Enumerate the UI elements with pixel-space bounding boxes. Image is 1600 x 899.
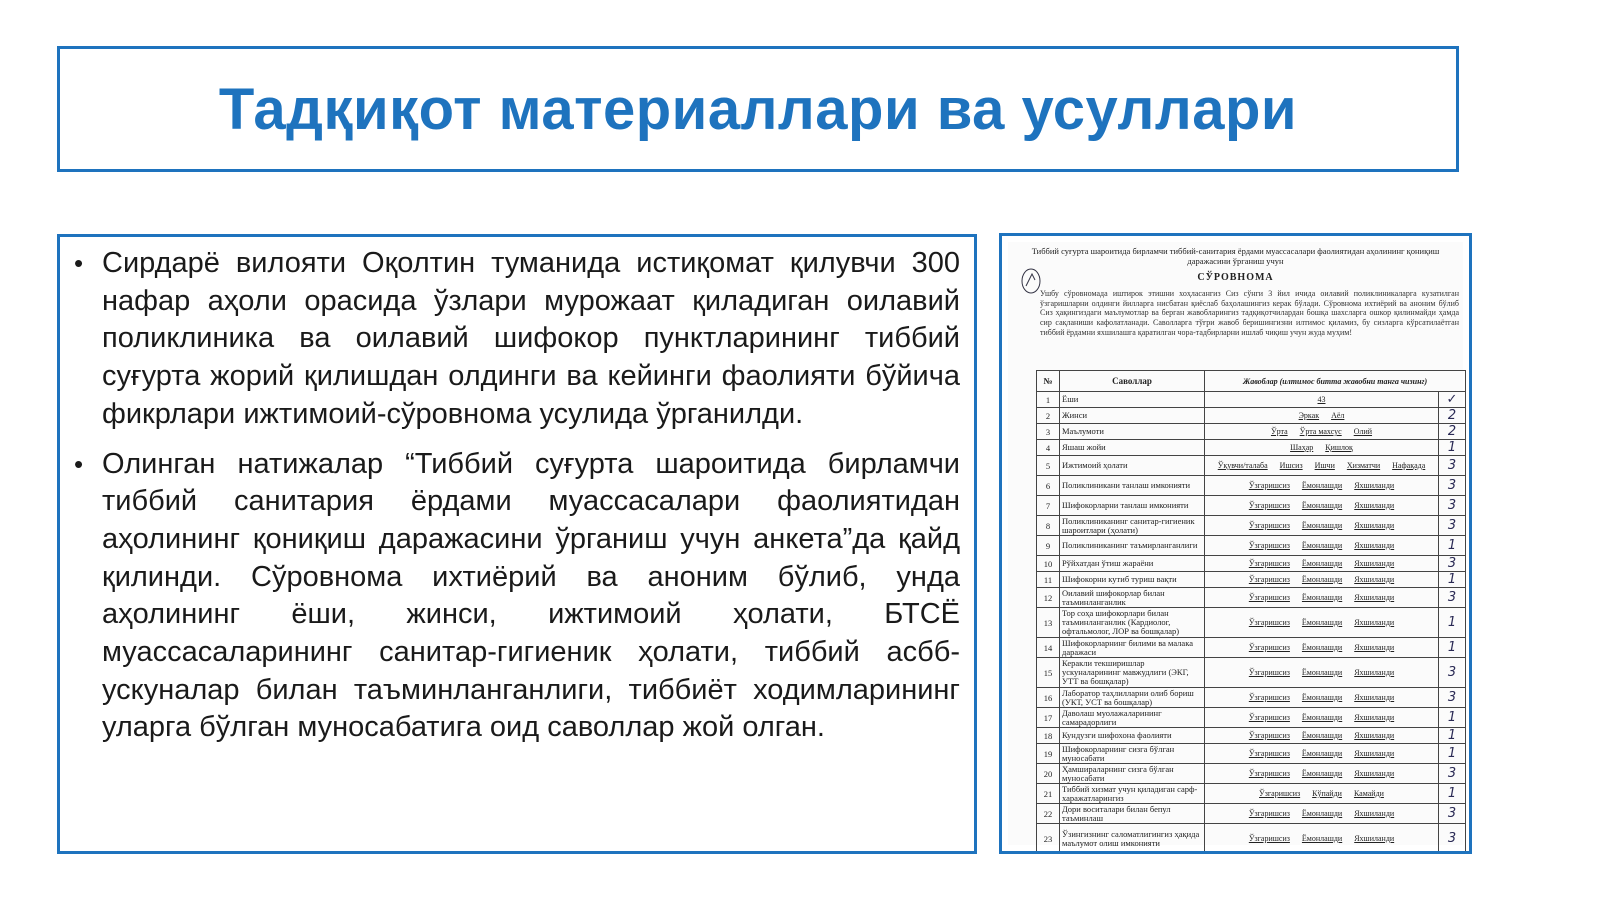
table-row bbox=[1037, 588, 1466, 608]
table-row bbox=[1037, 764, 1466, 784]
answer-option: Ишчи bbox=[1314, 461, 1335, 470]
row-question: Тор соҳа шифокорлари билан таъминланганлик (Кардиолог, офтальмолог, ЛОР ва бошқалар) bbox=[1060, 608, 1205, 638]
slide-title: Тадқиқот материаллари ва усуллари bbox=[218, 76, 1298, 142]
row-question: Тиббий хизмат учун қиладиган сарф-харажатларингиз bbox=[1060, 784, 1205, 804]
row-question: Даволаш муолажаларининг самарадорлиги bbox=[1060, 708, 1205, 728]
answer-option: Яхшиланди bbox=[1354, 668, 1395, 677]
row-answers bbox=[1205, 588, 1439, 608]
row-answers bbox=[1205, 476, 1439, 496]
answer-option: Эркак bbox=[1298, 411, 1320, 420]
handwritten-answer: 3 bbox=[1439, 556, 1466, 572]
answer-option: Ёмонлашди bbox=[1301, 481, 1343, 490]
row-number: 9 bbox=[1037, 536, 1060, 556]
row-number: 21 bbox=[1037, 784, 1060, 804]
answer-option: Ўзгаришсиз bbox=[1248, 521, 1290, 530]
answer-option: Нафақада bbox=[1392, 461, 1426, 470]
answer-option: Ёмонлашди bbox=[1301, 668, 1343, 677]
row-answers bbox=[1205, 392, 1439, 408]
handwritten-answer: 3 bbox=[1439, 456, 1466, 476]
handwritten-answer: 1 bbox=[1439, 784, 1466, 804]
table-row bbox=[1037, 456, 1466, 476]
answer-option: Ўзгаришсиз bbox=[1248, 643, 1290, 652]
row-question: Керакли текширишлар ускуналарининг мавжудлиги (ЭКГ, УТТ ва бошқалар) bbox=[1060, 658, 1205, 688]
row-answers bbox=[1205, 688, 1439, 708]
answer-option: Ёмонлашди bbox=[1301, 834, 1343, 843]
row-number: 2 bbox=[1037, 408, 1060, 424]
answer-option: Ёмонлашди bbox=[1301, 559, 1343, 568]
handwritten-answer: 1 bbox=[1439, 744, 1466, 764]
row-number: 10 bbox=[1037, 556, 1060, 572]
answer-option: 43 bbox=[1317, 395, 1326, 404]
row-number: 13 bbox=[1037, 608, 1060, 638]
document-intro: Ушбу сўровномада иштирок этишни хоҳласангиз Сиз сўнги 3 йил ичида оилавий поликлиникаларга кузатилган ўзгаришларни олдинги йилларга нисбатан қиёслаб баҳолашингиз керак бўлади. Сўровнома ихтиёрий ва аноним бўлиб Сиз ҳақингиздаги маълумотлар ва берган жавобларингиз тадқиқотчилардан бошқа шахсларга ошкор қилинмайди ҳамда сир сақланиши кафолатланади. Саволларга тўғри жавоб беришингизни илтимос қиламиз, бу сизларга кўрсатилаётган тиббий ёрдамни яхшилашга қаратилган чора-тадбирларни ишлаб чиқиш учун жуда муҳим! bbox=[1040, 289, 1459, 337]
table-row bbox=[1037, 708, 1466, 728]
answer-option: Ўзгаришсиз bbox=[1259, 789, 1301, 798]
table-row bbox=[1037, 658, 1466, 688]
answer-option: Ёмонлашди bbox=[1301, 575, 1343, 584]
table-row bbox=[1037, 476, 1466, 496]
row-number: 19 bbox=[1037, 744, 1060, 764]
row-question: Рўйхатдан ўтиш жараёни bbox=[1060, 556, 1205, 572]
handwritten-answer: ✓ bbox=[1439, 392, 1466, 408]
row-number: 6 bbox=[1037, 476, 1060, 496]
row-question: Маълумоти bbox=[1060, 424, 1205, 440]
row-number: 8 bbox=[1037, 516, 1060, 536]
table-row bbox=[1037, 572, 1466, 588]
row-answers bbox=[1205, 784, 1439, 804]
bullet-item-2: • Олинган натижалар “Тиббий суғурта шароитида бирламчи тиббий санитария ёрдами муассасалари фаолиятидан аҳолининг қониқиш даражасини ўрганиш учун анкета”да қайд қилинди. Сўровнома ихтиёрий ва аноним бўлиб, унда аҳолининг ёши, жинси, ижтимоий ҳолати, БТСЁ муассасаларининг санитар-гигиеник ҳолати, тиббий асбб-ускуналар билан таъминланганлиги, тиббиёт ходимларининг уларга бўлган муносабатига оид саволлар жой олган. bbox=[74, 446, 960, 748]
answer-option: Ёмонлашди bbox=[1301, 541, 1343, 550]
handwritten-answer: 1 bbox=[1439, 536, 1466, 556]
answer-option: Шаҳар bbox=[1290, 443, 1314, 452]
row-answers bbox=[1205, 408, 1439, 424]
answer-option: Ўзгаришсиз bbox=[1248, 501, 1290, 510]
answer-option: Хизматчи bbox=[1346, 461, 1381, 470]
table-row bbox=[1037, 440, 1466, 456]
row-question: Шифокорларнинг билими ва малака даражаси bbox=[1060, 638, 1205, 658]
row-answers bbox=[1205, 804, 1439, 824]
answer-option: Олий bbox=[1353, 427, 1373, 436]
answer-option: Ёмонлашди bbox=[1301, 693, 1343, 702]
row-answers bbox=[1205, 824, 1439, 854]
col-num-header: № bbox=[1037, 371, 1060, 392]
row-answers bbox=[1205, 424, 1439, 440]
row-answers bbox=[1205, 456, 1439, 476]
text-panel bbox=[57, 234, 977, 854]
handwritten-answer: 2 bbox=[1439, 408, 1466, 424]
row-question: Поликлиниканинг таъмирланганлиги bbox=[1060, 536, 1205, 556]
handwritten-answer: 1 bbox=[1439, 440, 1466, 456]
title-frame bbox=[57, 46, 1459, 172]
answer-option: Қишлоқ bbox=[1325, 443, 1353, 452]
col-question-header: Саволлар bbox=[1060, 371, 1205, 392]
answer-option: Ўзгаришсиз bbox=[1248, 834, 1290, 843]
col-answers-header: Жавоблар (илтимос битта жавобни танга чизинг) bbox=[1205, 371, 1466, 392]
row-answers bbox=[1205, 658, 1439, 688]
handwritten-answer: 3 bbox=[1439, 824, 1466, 854]
handwritten-answer: 3 bbox=[1439, 496, 1466, 516]
table-row bbox=[1037, 424, 1466, 440]
row-number: 18 bbox=[1037, 728, 1060, 744]
answer-option: Ёмонлашди bbox=[1301, 809, 1343, 818]
row-question: Шифокорларнинг сизга бўлган муносабати bbox=[1060, 744, 1205, 764]
answer-option: Яхшиланди bbox=[1354, 618, 1395, 627]
table-row bbox=[1037, 496, 1466, 516]
answer-option: Ўзгаришсиз bbox=[1248, 541, 1290, 550]
row-question: Ҳамшираларнинг сизга бўлган муносабати bbox=[1060, 764, 1205, 784]
row-answers bbox=[1205, 708, 1439, 728]
answer-option: Яхшиланди bbox=[1354, 575, 1395, 584]
answer-option: Ўрта махсус bbox=[1299, 427, 1342, 436]
row-answers bbox=[1205, 638, 1439, 658]
row-answers bbox=[1205, 764, 1439, 784]
answer-option: Яхшиланди bbox=[1354, 559, 1395, 568]
row-question: Поликлиниканинг санитар-гигиеник шароитлари (ҳолати) bbox=[1060, 516, 1205, 536]
table-row bbox=[1037, 824, 1466, 854]
bullet-list bbox=[74, 245, 960, 747]
row-question: Ўзингизнинг саломатлигингиз ҳақида маълумот олиш имконияти bbox=[1060, 824, 1205, 854]
answer-option: Яхшиланди bbox=[1354, 541, 1395, 550]
row-question: Кундузги шифохона фаолияти bbox=[1060, 728, 1205, 744]
handwritten-answer: 1 bbox=[1439, 572, 1466, 588]
row-number: 1 bbox=[1037, 392, 1060, 408]
row-number: 15 bbox=[1037, 658, 1060, 688]
table-row bbox=[1037, 728, 1466, 744]
row-question: Ижтимоий ҳолати bbox=[1060, 456, 1205, 476]
row-answers bbox=[1205, 608, 1439, 638]
row-question: Дори воситалари билан бепул таъминлаш bbox=[1060, 804, 1205, 824]
answer-option: Яхшиланди bbox=[1354, 749, 1395, 758]
row-number: 11 bbox=[1037, 572, 1060, 588]
answer-option: Ўзгаришсиз bbox=[1248, 809, 1290, 818]
answer-option: Кўпайди bbox=[1312, 789, 1342, 798]
answer-option: Ёмонлашди bbox=[1301, 769, 1343, 778]
answer-option: Ўзгаришсиз bbox=[1248, 693, 1290, 702]
table-row bbox=[1037, 556, 1466, 572]
row-answers bbox=[1205, 440, 1439, 456]
row-number: 20 bbox=[1037, 764, 1060, 784]
table-row bbox=[1037, 784, 1466, 804]
row-number: 12 bbox=[1037, 588, 1060, 608]
answer-option: Ўзгаришсиз bbox=[1248, 575, 1290, 584]
row-question: Поликлиникани танлаш имконияти bbox=[1060, 476, 1205, 496]
document-header: Тиббий суғурта шароитида бирламчи тиббий-санитария ёрдами муассасалари фаолиятидан аҳолининг қониқиш даражасини ўрганиш учун bbox=[1031, 246, 1440, 266]
table-row bbox=[1037, 638, 1466, 658]
answer-option: Яхшиланди bbox=[1354, 713, 1395, 722]
handwritten-answer: 1 bbox=[1439, 728, 1466, 744]
table-row bbox=[1037, 408, 1466, 424]
answer-option: Яхшиланди bbox=[1354, 501, 1395, 510]
row-answers bbox=[1205, 744, 1439, 764]
survey-document-page bbox=[1008, 242, 1463, 848]
answer-option: Ёмонлашди bbox=[1301, 501, 1343, 510]
survey-document-image bbox=[999, 233, 1472, 854]
answer-option: Ўрта bbox=[1270, 427, 1288, 436]
answer-option: Ўқувчи/талаба bbox=[1217, 461, 1268, 470]
row-answers bbox=[1205, 556, 1439, 572]
answer-option: Камайди bbox=[1353, 789, 1384, 798]
row-number: 23 bbox=[1037, 824, 1060, 854]
answer-option: Ўзгаришсиз bbox=[1248, 713, 1290, 722]
row-number: 16 bbox=[1037, 688, 1060, 708]
survey-table-header bbox=[1037, 371, 1466, 392]
handwritten-answer: 2 bbox=[1439, 424, 1466, 440]
answer-option: Ўзгаришсиз bbox=[1248, 559, 1290, 568]
row-question: Шифокорни кутиб туриш вақти bbox=[1060, 572, 1205, 588]
row-answers bbox=[1205, 516, 1439, 536]
survey-table-body bbox=[1037, 392, 1466, 854]
answer-option: Яхшиланди bbox=[1354, 809, 1395, 818]
row-number: 7 bbox=[1037, 496, 1060, 516]
answer-option: Ёмонлашди bbox=[1301, 618, 1343, 627]
row-number: 5 bbox=[1037, 456, 1060, 476]
answer-option: Ёмонлашди bbox=[1301, 713, 1343, 722]
handwritten-answer: 3 bbox=[1439, 588, 1466, 608]
answer-option: Ўзгаришсиз bbox=[1248, 618, 1290, 627]
handwritten-answer: 3 bbox=[1439, 516, 1466, 536]
handwritten-mark-icon bbox=[1020, 266, 1042, 296]
row-question: Шифокорларни танлаш имконияти bbox=[1060, 496, 1205, 516]
row-number: 22 bbox=[1037, 804, 1060, 824]
row-answers bbox=[1205, 536, 1439, 556]
handwritten-answer: 3 bbox=[1439, 688, 1466, 708]
table-row bbox=[1037, 688, 1466, 708]
answer-option: Ёмонлашди bbox=[1301, 731, 1343, 740]
answer-option: Ишсиз bbox=[1279, 461, 1303, 470]
row-question: Ёши bbox=[1060, 392, 1205, 408]
row-answers bbox=[1205, 496, 1439, 516]
answer-option: Яхшиланди bbox=[1354, 693, 1395, 702]
table-row bbox=[1037, 392, 1466, 408]
answer-option: Яхшиланди bbox=[1354, 731, 1395, 740]
handwritten-answer: 1 bbox=[1439, 608, 1466, 638]
answer-option: Ўзгаришсиз bbox=[1248, 749, 1290, 758]
handwritten-answer: 3 bbox=[1439, 476, 1466, 496]
row-question: Яшаш жойи bbox=[1060, 440, 1205, 456]
answer-option: Ўзгаришсиз bbox=[1248, 593, 1290, 602]
answer-option: Ўзгаришсиз bbox=[1248, 481, 1290, 490]
table-row bbox=[1037, 536, 1466, 556]
handwritten-answer: 3 bbox=[1439, 658, 1466, 688]
answer-option: Яхшиланди bbox=[1354, 834, 1395, 843]
answer-option: Яхшиланди bbox=[1354, 593, 1395, 602]
row-answers bbox=[1205, 572, 1439, 588]
answer-option: Яхшиланди bbox=[1354, 521, 1395, 530]
table-row bbox=[1037, 744, 1466, 764]
row-question: Лаборатор таҳлилларни олиб бориш (УКТ, УСТ ва бошқалар) bbox=[1060, 688, 1205, 708]
row-question: Оилавий шифокорлар билан таъминланганлик bbox=[1060, 588, 1205, 608]
bullet-item-1: • Сирдарё вилояти Оқолтин туманида истиқомат қилувчи 300 нафар аҳоли орасида ўзлари мурожаат қиладиган оилавий поликлиника ва оилавий шифокор пунктларининг тиббий суғурта жорий қилишдан олдинги ва кейинги фаолияти бўйича фикрлари ижтимоий-сўровнома усулида ўрганилди. bbox=[74, 245, 960, 434]
row-question: Жинси bbox=[1060, 408, 1205, 424]
row-answers bbox=[1205, 728, 1439, 744]
table-row bbox=[1037, 516, 1466, 536]
answer-option: Аёл bbox=[1331, 411, 1345, 420]
answer-option: Яхшиланди bbox=[1354, 643, 1395, 652]
table-row bbox=[1037, 804, 1466, 824]
handwritten-answer: 3 bbox=[1439, 804, 1466, 824]
answer-option: Ёмонлашди bbox=[1301, 643, 1343, 652]
answer-option: Яхшиланди bbox=[1354, 769, 1395, 778]
answer-option: Ёмонлашди bbox=[1301, 521, 1343, 530]
handwritten-answer: 1 bbox=[1439, 708, 1466, 728]
row-number: 14 bbox=[1037, 638, 1060, 658]
answer-option: Ёмонлашди bbox=[1301, 593, 1343, 602]
document-title: СЎРОВНОМА bbox=[1197, 272, 1274, 283]
row-number: 17 bbox=[1037, 708, 1060, 728]
row-number: 3 bbox=[1037, 424, 1060, 440]
answer-option: Ўзгаришсиз bbox=[1248, 769, 1290, 778]
table-row bbox=[1037, 608, 1466, 638]
answer-option: Ўзгаришсиз bbox=[1248, 731, 1290, 740]
answer-option: Ёмонлашди bbox=[1301, 749, 1343, 758]
answer-option: Яхшиланди bbox=[1354, 481, 1395, 490]
survey-table bbox=[1036, 370, 1466, 854]
handwritten-answer: 3 bbox=[1439, 764, 1466, 784]
answer-option: Ўзгаришсиз bbox=[1248, 668, 1290, 677]
handwritten-answer: 1 bbox=[1439, 638, 1466, 658]
row-number: 4 bbox=[1037, 440, 1060, 456]
